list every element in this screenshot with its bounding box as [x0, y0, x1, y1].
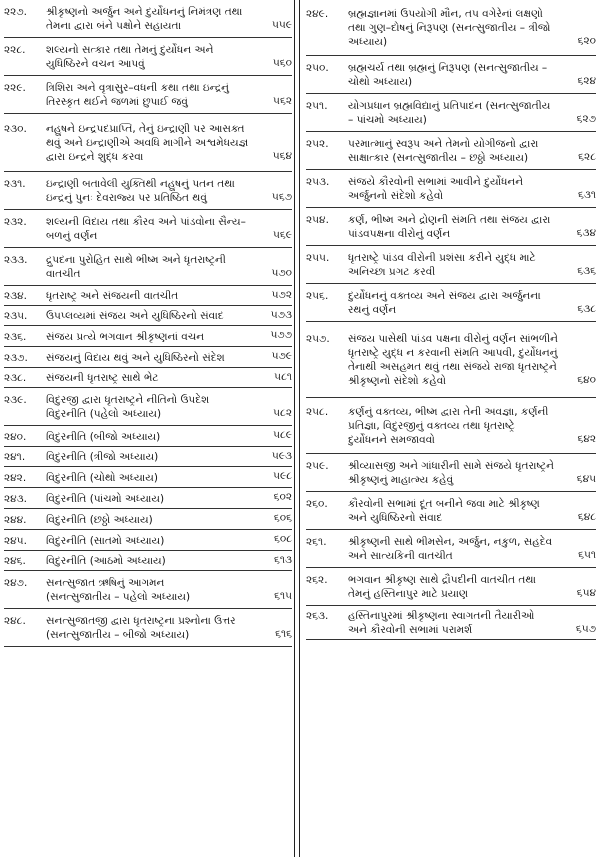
entry-title — [46, 609, 292, 642]
entry-title — [46, 0, 292, 33]
toc-entry — [4, 326, 292, 347]
entry-title-line: શ્રીવ્યાસજી અને ગાંધારીની સામે સંજયે ધૃતરાષ્ટ્રને — [348, 460, 554, 472]
entry-title-line: સંજયે કૌરવોની સભામાં આવીને દુર્યોધનને — [348, 176, 524, 188]
entry-page-number: ૬૦૮ — [271, 532, 292, 546]
entry-title-line: વિદુરનીતિ (ત્રીજો અધ્યાય) — [46, 451, 159, 463]
entry-page-number: ૫૬૦ — [270, 56, 292, 70]
entry-number: ૨૫૨. — [306, 138, 329, 150]
entry-title-line: દ્રુપદના પુરોહિત સાથે ભીષ્મ અને ધૃતરાષ્ટ્રની — [46, 254, 226, 266]
entry-title — [46, 326, 292, 344]
entry-title-line: નહુષને ઇન્દ્રપદપ્રાપ્તિ, તેનું ઇન્દ્રાણી પર આસક્ત — [46, 123, 245, 135]
toc-entry — [306, 170, 596, 208]
entry-number: ૨૬૦. — [306, 498, 328, 510]
entry-title-line: ઉપપ્લવ્યમાં સંજય અને યુધિષ્ઠિરનો સંવાદ — [46, 310, 224, 322]
entry-page-number: ૬૨૭ — [574, 112, 596, 126]
toc-entry — [4, 286, 292, 306]
entry-number: ૨૪૪. — [4, 514, 27, 526]
entry-number: ૨૪૭. — [4, 577, 28, 589]
entry-title-line: વિદુરનીતિ (પાંચમો અધ્યાય) — [46, 493, 165, 505]
entry-title-line: ધૃતરાષ્ટ્રે પાંડવ વીરોની પ્રશંસા કરીને યુદ્ધ માટે — [348, 252, 536, 264]
entry-number: ૨૬૨. — [306, 574, 328, 586]
entry-number: ૨૩૭. — [4, 352, 28, 364]
entry-title — [348, 398, 596, 447]
toc-entry — [4, 114, 292, 172]
toc-entry — [4, 571, 292, 609]
entry-page-number: ૫૯૮ — [270, 469, 292, 483]
toc-entry — [306, 284, 596, 322]
toc-entry — [306, 94, 596, 132]
entry-title-line: દુર્યોધનનું વક્તવ્ય અને સંજય દ્વારા અર્જુનના — [348, 290, 541, 302]
toc-entry — [4, 488, 292, 509]
entry-title-line: સનત્સુજાતજી દ્વારા ધૃતરાષ્ટ્રના પ્રશ્નોના ઉત્તર — [46, 615, 236, 627]
entry-title — [348, 454, 596, 487]
entry-number: ૨૩૯. — [4, 394, 27, 406]
entry-title-line: પાંડવપક્ષના વીરોનું વર્ણન — [348, 228, 451, 240]
toc-entry — [4, 306, 292, 326]
entry-number: ૨૫૧. — [306, 100, 328, 112]
toc-entry — [306, 0, 596, 56]
entry-page-number: ૫૬૨ — [270, 94, 292, 108]
toc-entry — [4, 38, 292, 76]
entry-page-number: ૫૯૩ — [269, 449, 292, 463]
entry-title-line: કૌરવોની સભામાં દૂત બનીને જવા માટે શ્રીકૃષ્ણ — [348, 498, 540, 510]
entry-title-line: ત્રિશિરા અને વૃત્રાસુર–વધની કથા તથા ઇન્દ્રનું — [46, 82, 229, 94]
entry-title-line: વિદુરનીતિ (સાતમો અધ્યાય) — [46, 535, 165, 547]
entry-title-line: શ્રીકૃષ્ણનું માહાત્મ્ય કહેવું — [348, 474, 454, 486]
entry-title-line: તથા ગુણ–દોષનું નિરૂપણ (સનત્સુજાતીય – ત્રીજો — [348, 22, 551, 34]
toc-entry — [306, 530, 596, 568]
entry-title-line: થવું અને ઇન્દ્રાણીએ અવધિ માગીને અશ્વમેધયજ્ઞ — [46, 137, 249, 149]
entry-number: ૨૩૧. — [4, 178, 26, 190]
entry-title — [46, 306, 292, 323]
entry-title — [348, 568, 596, 601]
entry-title-line: વિદુરનીતિ (છઠ્ઠો અધ્યાય) — [46, 514, 153, 526]
entry-number: ૨૪૩. — [4, 493, 28, 505]
entry-title-line: યુધિષ્ઠિરને વચન આપવું — [46, 58, 145, 70]
toc-entry — [4, 551, 292, 571]
entry-title-line: અને કૌરવોની સભામાં પરામર્શ — [348, 624, 473, 636]
entry-title-line: શ્રીકૃષ્ણની સાથે ભીમસેન, અર્જુન, નકુળ, સહદેવ — [348, 536, 553, 548]
entry-title — [46, 488, 292, 506]
toc-entry — [306, 606, 596, 640]
entry-page-number: ૫૭૭ — [268, 328, 293, 342]
entry-title-line: (સનત્સુજાતીય – બીજો અધ્યાય) — [46, 629, 190, 641]
entry-page-number: ૫૬૭ — [269, 190, 292, 204]
entry-page-number: ૫૬૯ — [270, 228, 292, 242]
entry-title-line: અર્જુનનો સંદેશો કહેવો — [348, 190, 444, 202]
entry-title — [46, 248, 292, 281]
entry-page-number: ૬૩૪ — [574, 226, 596, 240]
entry-page-number: ૫૮૨ — [270, 406, 292, 420]
entry-title — [46, 530, 292, 548]
toc-entry — [306, 568, 596, 606]
entry-number: ૨૩૨. — [4, 216, 27, 228]
entry-number: ૨૪૮. — [4, 615, 26, 627]
entry-page-number: ૬૧૫ — [271, 589, 292, 603]
entry-title — [348, 322, 596, 388]
toc-entry — [4, 388, 292, 426]
entry-number: ૨૨૭. — [4, 6, 27, 18]
entry-title — [46, 347, 292, 365]
entry-number: ૨૩૮. — [4, 372, 27, 384]
entry-title-line: રથનું વર્ણન — [348, 304, 397, 316]
entry-number: ૨૪૯. — [306, 8, 329, 20]
entry-title — [46, 426, 292, 444]
entry-number: ૨૪૧. — [4, 451, 26, 463]
entry-page-number: ૬૨૦ — [575, 34, 596, 48]
entry-page-number: ૬૨૪ — [574, 74, 596, 88]
toc-entry — [4, 447, 292, 467]
entry-number: ૨૨૯. — [4, 82, 26, 94]
entry-title-line: સંજય પ્રત્યે ભગવાન શ્રીકૃષ્ણનાં વચન — [46, 331, 205, 343]
entry-title-line: (સનત્સુજાતીય – પહેલો અધ્યાય) — [46, 591, 191, 603]
entry-page-number: ૬૧૩ — [271, 553, 292, 567]
entry-number: ૨૫૫. — [306, 252, 330, 264]
entry-number: ૨૫૭. — [306, 333, 330, 345]
entry-number: ૨૪૨. — [4, 472, 27, 484]
entry-number: ૨૩૩. — [4, 254, 28, 266]
toc-entry — [306, 492, 596, 530]
entry-title — [348, 94, 596, 127]
entry-page-number: ૬૪૦ — [574, 373, 596, 387]
entry-title — [46, 551, 292, 568]
entry-title-line: અને સાત્યકિની વાતચીત — [348, 550, 453, 562]
toc-entry — [4, 0, 292, 38]
entry-number: ૨૪૦. — [4, 431, 27, 443]
entry-page-number: ૬૪૨ — [574, 432, 596, 446]
entry-title — [348, 284, 596, 317]
entry-title — [46, 114, 292, 164]
toc-entry — [4, 509, 292, 530]
entry-title — [348, 0, 596, 49]
entry-title-line: વિદુરનીતિ (આઠમો અધ્યાય) — [46, 555, 166, 567]
entry-title-line: બ્રહ્મજ્ઞાનમાં ઉપયોગી મૌન, તપ વગેરેનાં લક્ષણો — [348, 8, 543, 20]
entry-page-number: ૫૫૯ — [269, 18, 292, 32]
entry-page-number: ૬૦૨ — [271, 490, 292, 504]
entry-title-line: હસ્તિનાપુરમાં શ્રીકૃષ્ણના સ્વાગતની તૈયારીઓ — [348, 610, 535, 622]
entry-title-line: તેમના દ્વારા બંને પક્ષોને સહાયતા — [46, 20, 182, 32]
toc-entry — [4, 248, 292, 286]
entry-title-line: સનત્સુજાત ઋષિનું આગમન — [46, 577, 165, 589]
entry-page-number: ૫૮૯ — [270, 428, 292, 442]
entry-title-line: વિદુરનીતિ (બીજો અધ્યાય) — [46, 431, 161, 443]
entry-number: ૨૫૯. — [306, 460, 329, 472]
entry-title — [348, 132, 596, 165]
entry-title-line: યોગપ્રધાન બ્રહ્મવિદ્યાનું પ્રતિપાદન (સનત્સુજાતીય — [348, 100, 551, 112]
toc-entry — [306, 132, 596, 170]
entry-title — [348, 170, 596, 203]
entry-number: ૨૩૬. — [4, 331, 27, 343]
entry-title-line: વિદુરનીતિ (ચોથો અધ્યાય) — [46, 472, 158, 484]
toc-entry — [4, 609, 292, 647]
entry-title-line: વિદુરનીતિ (પહેલો અધ્યાય) — [46, 408, 162, 420]
entry-title-line: દ્વારા ઇન્દ્રને શુદ્ધ કરવા — [46, 151, 144, 163]
entry-page-number: ૫૭૩ — [268, 308, 292, 322]
toc-entry — [4, 368, 292, 388]
entry-number: ૨૫૮. — [306, 406, 329, 418]
entry-title-line: શલ્યનો સત્કાર તથા તેમનું દુર્યોધન અને — [46, 44, 214, 56]
entry-page-number: ૫૭૦ — [268, 266, 292, 280]
entry-title-line: શ્રીકૃષ્ણનો સંદેશો કહેવો — [348, 375, 446, 387]
entry-title-line: અને યુધિષ્ઠિરનો સંવાદ — [348, 512, 443, 524]
entry-title — [46, 447, 292, 464]
entry-number: ૨૨૮. — [4, 44, 26, 56]
entry-number: ૨૫૪. — [306, 214, 329, 226]
entry-page-number: ૫૬૪ — [270, 149, 292, 163]
entry-page-number: ૬૫૪ — [574, 586, 596, 600]
entry-title-line: બળનું વર્ણન — [46, 230, 98, 242]
entry-title-line: કર્ણ, ભીષ્મ અને દ્રોણની સંમતિ તથા સંજય દ્વારા — [348, 214, 551, 226]
toc-entry — [306, 246, 596, 284]
toc-entry — [306, 454, 596, 492]
entry-title-line: શલ્યની વિદાય તથા કૌરવ અને પાંડવોના સૈન્ય– — [46, 216, 246, 228]
entry-number: ૨૩૪. — [4, 290, 28, 302]
entry-title — [46, 388, 292, 421]
entry-title — [348, 208, 596, 241]
entry-title — [46, 509, 292, 527]
entry-title-line: ઇન્દ્રનું પુનઃ દેવરાજ્ય પર પ્રતિષ્ઠિત થવું — [46, 192, 207, 204]
toc-column-left — [4, 0, 298, 857]
entry-title — [46, 467, 292, 485]
entry-title — [46, 210, 292, 243]
toc-entry — [306, 398, 596, 454]
entry-title — [46, 172, 292, 205]
entry-page-number: ૬૩૮ — [574, 302, 596, 316]
entry-title-line: ચોથો અધ્યાય) — [348, 76, 413, 88]
entry-number: ૨૪૬. — [4, 555, 26, 567]
toc-entry — [4, 426, 292, 447]
entry-title-line: તેનાથી અસહમત થવું તથા સંજયે રાજા ધૃતરાષ્ટ્રને — [348, 361, 557, 373]
entry-title-line: – પાંચમો અધ્યાય) — [348, 114, 427, 126]
entry-title-line: પરમાત્માનું સ્વરૂપ અને તેમનો યોગીજનો દ્વારા — [348, 138, 539, 150]
toc-entry — [306, 208, 596, 246]
entry-page-number: ૬૪૮ — [575, 510, 596, 524]
entry-title-line: ધૃતરાષ્ટ્ર અને સંજયની વાતચીત — [46, 290, 179, 302]
entry-number: ૨૫૬. — [306, 290, 329, 302]
toc-entry — [306, 56, 596, 94]
entry-title-line: બ્રહ્મચર્ય તથા બ્રહ્મનું નિરૂપણ (સનત્સુજાતીય – — [348, 62, 548, 74]
entry-page-number: ૬૫૭ — [573, 622, 596, 636]
entry-title-line: પ્રતિજ્ઞા, વિદુરજીનું વક્તવ્ય તથા ધૃતરાષ્ટ્રે — [348, 420, 515, 432]
entry-number: ૨૫૩. — [306, 176, 330, 188]
toc-entry — [4, 347, 292, 368]
toc-entry — [4, 530, 292, 551]
entry-page-number: ૬૦૬ — [271, 511, 292, 525]
entry-title — [46, 368, 292, 385]
entry-page-number: ૬૧૬ — [272, 627, 292, 641]
entry-title-line: સંજય પાસેથી પાંડવ પક્ષના વીરોનું વર્ણન સાંભળીને — [348, 333, 558, 345]
toc-column-right — [298, 0, 596, 857]
entry-title-line: તેમનું હસ્તિનાપુર માટે પ્રયાણ — [348, 588, 469, 600]
entry-page-number: ૬૩૧ — [575, 188, 596, 202]
entry-title — [46, 38, 292, 71]
toc-entry — [4, 76, 292, 114]
entry-title — [348, 606, 596, 637]
entry-title-line: સાક્ષાત્કાર (સનત્સુજાતીય – છઠ્ઠો અધ્યાય) — [348, 152, 529, 164]
entry-title — [348, 56, 596, 89]
entry-page-number: ૬૩૬ — [574, 264, 596, 278]
toc-entry — [4, 172, 292, 210]
entry-page-number: ૫૭૨ — [269, 288, 292, 302]
entry-page-number: ૬૨૮ — [575, 150, 596, 164]
entry-title — [348, 246, 596, 279]
entry-title-line: કર્ણનું વક્તવ્ય, ભીષ્મ દ્વારા તેની અવજ્ઞા, કર્ણની — [348, 406, 549, 418]
toc-entry — [306, 322, 596, 398]
entry-title — [46, 286, 292, 303]
toc-entry — [4, 467, 292, 488]
entry-title-line: દુર્યોધનને સમજાવવો — [348, 434, 435, 446]
entry-number: ૨૬૧. — [306, 536, 327, 548]
entry-page-number: ૫૭૯ — [269, 349, 292, 363]
entry-title-line: ભગવાન શ્રીકૃષ્ણ સાથે દ્રૌપદીની વાતચીત તથા — [348, 574, 536, 586]
entry-number: ૨૪૫. — [4, 535, 27, 547]
entry-number: ૨૩૫. — [4, 310, 28, 322]
entry-title-line: શ્રીકૃષ્ણનો અર્જુન અને દુર્યોધનનું નિમંત્રણ તથા — [46, 6, 243, 18]
entry-number: ૨૬૩. — [306, 610, 329, 622]
entry-title-line: વાતચીત — [46, 268, 81, 280]
entry-title-line: અધ્યાય) — [348, 36, 388, 48]
entry-number: ૨૫૦. — [306, 62, 329, 74]
entry-page-number: ૬૫૧ — [575, 548, 596, 562]
entry-page-number: ૬૪૫ — [574, 472, 596, 486]
entry-title-line: સંજયનું વિદાય થવું અને યુધિષ્ઠિરનો સંદેશ — [46, 352, 225, 364]
entry-title-line: અનિચ્છા પ્રગટ કરવી — [348, 266, 436, 278]
entry-title — [348, 492, 596, 525]
entry-title-line: ધૃતરાષ્ટ્રે યુદ્ધ ન કરવાની સંમતિ આપવી, દુર્યોધનનું — [348, 347, 558, 359]
entry-title-line: તિરસ્કૃત થઈને જળમાં છુપાઈ જવું — [46, 96, 188, 108]
entry-title — [46, 76, 292, 109]
entry-title-line: સંજયની ધૃતરાષ્ટ્ર સાથે ભેટ — [46, 372, 159, 384]
entry-page-number: ૫૮૧ — [271, 370, 292, 384]
entry-title — [348, 530, 596, 563]
entry-title-line: ઇન્દ્રાણી બતાવેલી યુક્તિથી નહુષનું પતન તથા — [46, 178, 235, 190]
entry-title — [46, 571, 292, 604]
entry-title-line: વિદુરજી દ્વારા ધૃતરાષ્ટ્રને નીતિનો ઉપદેશ — [46, 394, 210, 406]
entry-number: ૨૩૦. — [4, 123, 27, 135]
toc-entry — [4, 210, 292, 248]
